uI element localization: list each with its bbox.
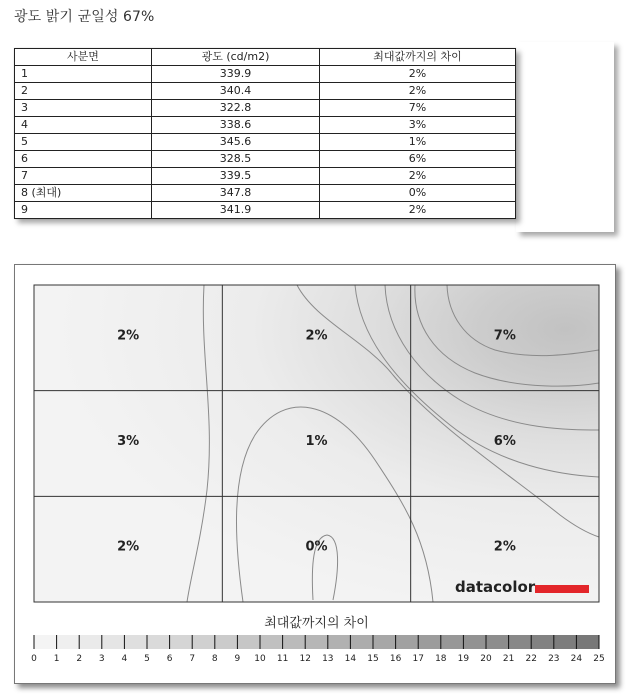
table-row	[15, 168, 516, 185]
legend-swatch	[463, 635, 486, 649]
difference-cell: 7%	[320, 100, 516, 117]
brand-logo-bar	[535, 585, 589, 593]
legend-swatch	[441, 635, 464, 649]
legend-swatch	[79, 635, 102, 649]
legend-swatch	[418, 635, 441, 649]
difference-cell: 1%	[320, 134, 516, 151]
difference-cell: 2%	[320, 66, 516, 83]
legend-tick-label: 11	[276, 654, 289, 664]
legend-swatch	[373, 635, 396, 649]
legend-tick-label: 2	[76, 654, 83, 664]
luminance-cell: 341.9	[152, 202, 320, 219]
table-row	[15, 117, 516, 134]
page-title: 광도 밝기 균일성 67%	[14, 9, 155, 25]
quadrant-cell: 5	[15, 134, 152, 151]
legend-swatch	[260, 635, 283, 649]
legend-tick-label: 14	[344, 654, 357, 664]
cell-label: 2%	[117, 539, 140, 555]
legend-swatch	[531, 635, 554, 649]
legend-tick-label: 8	[211, 654, 218, 664]
legend-tick-label: 9	[234, 654, 241, 664]
legend-tick-label: 19	[457, 654, 470, 664]
cell-label: 2%	[117, 328, 140, 344]
difference-cell: 3%	[320, 117, 516, 134]
quadrant-cell: 3	[15, 100, 152, 117]
table-row	[15, 83, 516, 100]
cell-label: 1%	[305, 434, 328, 449]
legend-tick-label: 18	[435, 654, 447, 664]
legend-swatch	[554, 635, 577, 649]
difference-cell: 0%	[320, 185, 516, 202]
table-row	[15, 66, 516, 83]
legend-tick-label: 0	[31, 654, 37, 664]
luminance-cell: 339.5	[152, 168, 320, 185]
legend-tick-label: 1	[53, 654, 60, 664]
difference-cell: 2%	[320, 83, 516, 100]
uniformity-heatmap	[15, 265, 615, 683]
quadrant-cell: 6	[15, 151, 152, 168]
table-row	[15, 185, 516, 202]
cell-label: 2%	[493, 539, 516, 555]
table-backdrop	[516, 42, 614, 232]
legend-tick-label: 3	[98, 654, 105, 664]
table-row	[15, 100, 516, 117]
legend-tick-label: 15	[367, 654, 379, 664]
legend-swatch	[305, 635, 328, 649]
cell-label: 3%	[117, 434, 140, 449]
legend-swatch	[215, 635, 238, 649]
legend-swatch	[237, 635, 260, 649]
legend-tick-label: 4	[121, 654, 128, 664]
legend-swatch	[350, 635, 373, 649]
legend-swatch	[328, 635, 351, 649]
legend-swatch	[170, 635, 193, 649]
luminance-cell: 340.4	[152, 83, 320, 100]
legend-swatch	[576, 635, 599, 649]
cell-label: 7%	[493, 328, 516, 344]
luminance-cell: 338.6	[152, 117, 320, 134]
legend-tick-label: 13	[322, 654, 334, 664]
column-header-luminance: 광도 (cd/m2)	[152, 49, 320, 66]
brand-logo: datacolor	[455, 578, 536, 596]
luminance-table	[14, 48, 516, 219]
legend-tick-label: 22	[525, 654, 537, 664]
legend-swatch	[147, 635, 170, 649]
table-row	[15, 202, 516, 219]
difference-cell: 6%	[320, 151, 516, 168]
cell-label: 2%	[305, 328, 328, 344]
luminance-cell: 328.5	[152, 151, 320, 168]
quadrant-cell: 8 (최대)	[15, 185, 152, 202]
luminance-cell: 339.9	[152, 66, 320, 83]
legend-tick-label: 5	[144, 654, 150, 664]
legend-tick-label: 16	[389, 654, 402, 664]
quadrant-cell: 9	[15, 202, 152, 219]
difference-cell: 2%	[320, 168, 516, 185]
quadrant-cell: 1	[15, 66, 152, 83]
legend-tick-label: 7	[189, 654, 196, 664]
cell-label: 6%	[493, 434, 516, 449]
legend-swatch	[124, 635, 147, 649]
luminance-cell: 345.6	[152, 134, 320, 151]
column-header-difference: 최대값까지의 차이	[320, 49, 516, 66]
quadrant-cell: 7	[15, 168, 152, 185]
quadrant-cell: 4	[15, 117, 152, 134]
legend-tick-label: 23	[548, 654, 560, 664]
luminance-cell: 347.8	[152, 185, 320, 202]
table-row	[15, 134, 516, 151]
legend-swatch	[486, 635, 509, 649]
legend-swatch	[57, 635, 80, 649]
legend-swatch	[34, 635, 57, 649]
luminance-cell: 322.8	[152, 100, 320, 117]
legend-tick-label: 25	[593, 654, 605, 664]
uniformity-chart	[14, 264, 616, 684]
column-header-quadrant: 사분면	[15, 49, 152, 66]
quadrant-cell: 2	[15, 83, 152, 100]
difference-cell: 2%	[320, 202, 516, 219]
legend-swatch	[283, 635, 306, 649]
legend-tick-label: 21	[502, 654, 515, 664]
legend-swatch	[509, 635, 532, 649]
legend-title: 최대값까지의 차이	[264, 616, 369, 631]
legend-tick-label: 10	[254, 654, 266, 664]
legend-swatch	[102, 635, 125, 649]
table-header-row	[15, 49, 516, 66]
legend-tick-label: 6	[166, 654, 173, 664]
legend-swatch	[192, 635, 215, 649]
cell-label: 0%	[305, 539, 328, 555]
legend-tick-label: 12	[299, 654, 311, 664]
legend-tick-label: 20	[480, 654, 492, 664]
table-row	[15, 151, 516, 168]
legend-tick-label: 17	[412, 654, 424, 664]
legend-tick-label: 24	[570, 654, 583, 664]
legend-swatch	[396, 635, 419, 649]
